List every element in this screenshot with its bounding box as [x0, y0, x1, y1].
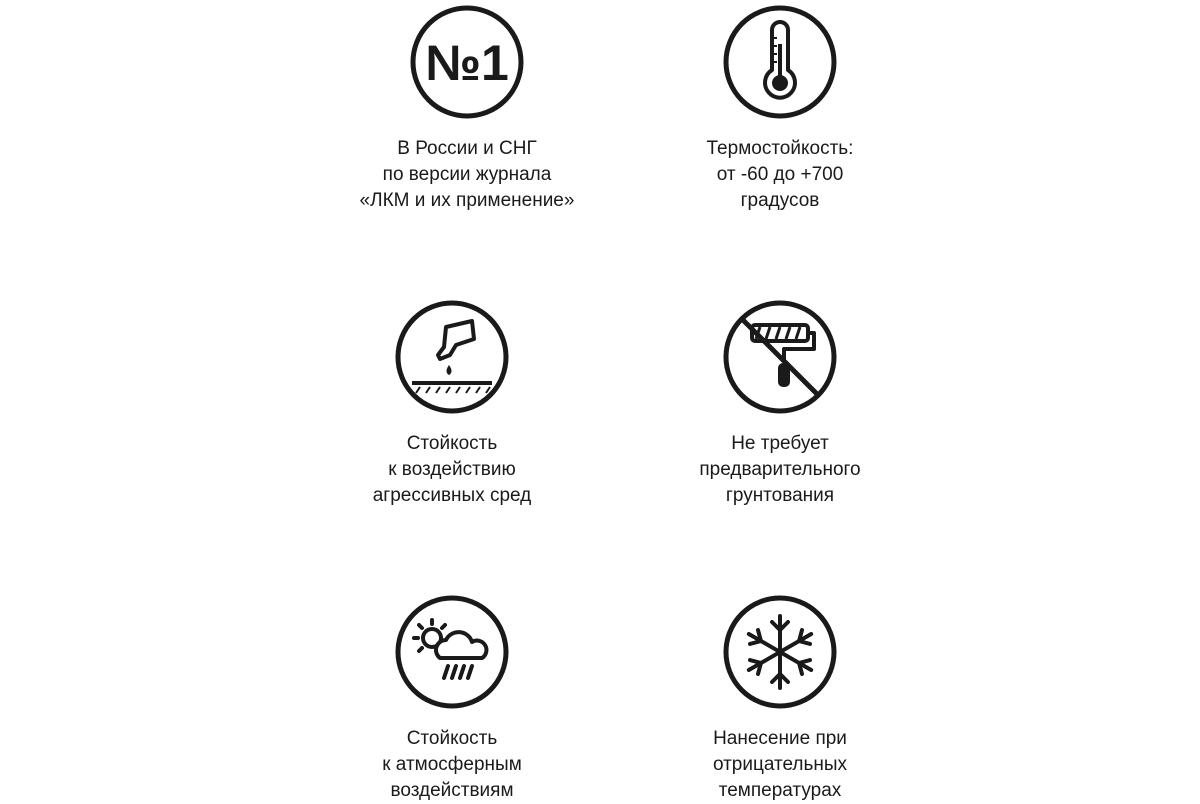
feature-caption	[630, 726, 930, 804]
caption-line: по версии журнала	[382, 164, 552, 185]
snowflake-icon	[722, 594, 838, 710]
caption-line: В России и СНГ	[397, 138, 537, 159]
feature-caption	[630, 136, 930, 214]
caption-line: «ЛКМ и их применение»	[359, 190, 575, 211]
caption-line: от -60 до +700	[716, 164, 844, 185]
caption-line: Не требует	[731, 433, 829, 454]
caption-line: к атмосферным	[382, 754, 522, 775]
caption-line: агрессивных сред	[372, 485, 532, 506]
sun-cloud-rain-icon	[394, 594, 510, 710]
number-one-icon-text: №1	[425, 35, 509, 91]
caption-line: предварительного	[699, 459, 861, 480]
caption-line: температурах	[718, 780, 842, 801]
no-primer-roller-icon	[722, 299, 838, 415]
feature-caption	[302, 726, 602, 804]
caption-line: Стойкость	[406, 728, 498, 749]
caption-line: градусов	[740, 190, 820, 211]
feature-caption	[630, 431, 930, 509]
caption-line: Термостойкость:	[706, 138, 854, 159]
caption-line: воздействиям	[390, 780, 514, 801]
number-one-icon	[409, 4, 525, 120]
caption-line: отрицательных	[712, 754, 848, 775]
feature-caption	[317, 136, 617, 214]
chemical-drop-icon	[394, 299, 510, 415]
caption-line: к воздействию	[388, 459, 516, 480]
feature-caption	[302, 431, 602, 509]
caption-line: Нанесение при	[713, 728, 847, 749]
thermometer-icon	[722, 4, 838, 120]
caption-line: Стойкость	[406, 433, 498, 454]
caption-line: грунтования	[725, 485, 835, 506]
